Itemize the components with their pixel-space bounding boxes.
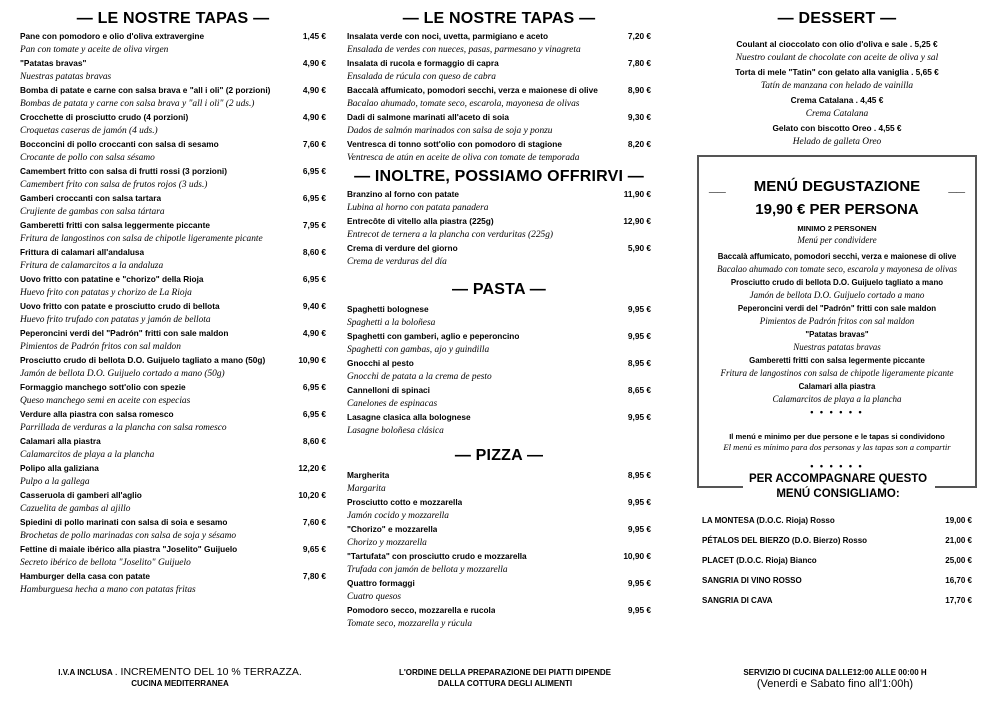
item-price: 9,95 € bbox=[627, 412, 651, 422]
wine-item bbox=[702, 595, 972, 615]
footer-iva bbox=[40, 667, 320, 689]
item-desc: Jamón de bellota D.O. Guijuelo cortado a mano (50g) bbox=[20, 369, 225, 379]
item-price: 1,45 € bbox=[302, 31, 326, 41]
menu-item bbox=[347, 215, 651, 242]
item-price: 4,90 € bbox=[302, 328, 326, 338]
dessert-name: Crema Catalana . 4,45 € bbox=[790, 95, 884, 105]
degustazione-item-desc: Fritura de langostinos con salsa de chipotle ligeramente picante bbox=[720, 368, 954, 378]
item-desc: Calamarcitos de playa a la plancha bbox=[20, 450, 155, 460]
item-name: Spaghetti bolognese bbox=[347, 304, 429, 314]
item-desc: Pulpo a la gallega bbox=[20, 477, 90, 487]
item-name: Calamari alla piastra bbox=[20, 436, 101, 446]
degustazione-item bbox=[699, 277, 975, 303]
item-desc: Bacalao ahumado, tomate seco, escarola, mayonesa de olivas bbox=[347, 99, 580, 109]
item-desc: Chorizo y mozzarella bbox=[347, 538, 427, 548]
menu-degustazione-box bbox=[697, 155, 977, 486]
item-desc: Lasagne boloñesa clásica bbox=[347, 426, 444, 436]
dessert-item bbox=[698, 94, 976, 122]
ordine-line-2: DALLA COTTURA DEGLI ALIMENTI bbox=[437, 679, 573, 688]
item-price: 7,20 € bbox=[627, 31, 651, 41]
degustazione-item-name: "Patatas bravas" bbox=[805, 330, 869, 339]
item-name: Bomba di patate e carne con salsa brava e "all i oli" (2 porzioni) bbox=[20, 85, 271, 95]
item-desc: Ensalada de verdes con nueces, pasas, parmesano y vinagreta bbox=[347, 45, 581, 55]
divider-left bbox=[697, 486, 743, 488]
item-price: 12,90 € bbox=[623, 216, 651, 226]
menu-item bbox=[20, 543, 326, 570]
item-name: Camembert fritto con salsa di frutti rossi (3 porzioni) bbox=[20, 166, 227, 176]
item-name: Insalata di rucola e formaggio di capra bbox=[347, 58, 499, 68]
column-middle bbox=[347, 8, 651, 631]
item-desc: Bombas de patata y carne con salsa brava y "all i oli" (2 uds.) bbox=[20, 99, 255, 109]
item-price: 9,40 € bbox=[302, 301, 326, 311]
item-price: 9,95 € bbox=[627, 524, 651, 534]
degustazione-item-name: Gamberetti fritti con salsa legermente piccante bbox=[749, 356, 925, 365]
item-name: Gamberi croccanti con salsa tartara bbox=[20, 193, 162, 203]
item-desc: Lubina al horno con patata panadera bbox=[347, 203, 489, 213]
divider-right bbox=[935, 486, 977, 488]
section-title-dessert: — DESSERT — bbox=[777, 10, 897, 27]
wine-name: LA MONTESA (D.O.C. Rioja) Rosso bbox=[702, 516, 835, 525]
item-name: Branzino al forno con patate bbox=[347, 189, 460, 199]
degustazione-item bbox=[699, 251, 975, 277]
footer-servizio bbox=[700, 667, 970, 691]
wine-price: 17,70 € bbox=[945, 596, 972, 605]
menu-item bbox=[20, 327, 326, 354]
wine-price: 16,70 € bbox=[945, 576, 972, 585]
item-desc: Cazuelita de gambas al ajillo bbox=[20, 504, 131, 514]
item-name: "Patatas bravas" bbox=[20, 58, 87, 68]
item-price: 7,60 € bbox=[302, 517, 326, 527]
item-desc: Gnocchi de patata a la crema de pesto bbox=[347, 372, 492, 382]
title-dash-left: __ bbox=[709, 177, 726, 195]
item-name: Gamberetti fritti con salsa leggermente piccante bbox=[20, 220, 210, 230]
menu-item bbox=[20, 435, 326, 462]
degustazione-note bbox=[699, 431, 975, 453]
cucina-label: CUCINA MEDITERRANEA bbox=[131, 679, 229, 688]
section-title-tapas: — LE NOSTRE TAPAS — bbox=[76, 10, 270, 27]
degustazione-minimum-desc: Menú per condividere bbox=[797, 235, 877, 245]
item-name: Hamburger della casa con patate bbox=[20, 571, 151, 581]
dessert-item bbox=[698, 66, 976, 94]
item-desc: Ensalada de rúcula con queso de cabra bbox=[347, 72, 496, 82]
wine-item bbox=[702, 575, 972, 595]
item-price: 9,95 € bbox=[627, 331, 651, 341]
menu-item bbox=[20, 381, 326, 408]
degustazione-item-name: Baccalà affumicato, pomodori secchi, verza e maionese di olive bbox=[717, 252, 957, 261]
item-price: 6,95 € bbox=[302, 274, 326, 284]
menu-item bbox=[347, 57, 651, 84]
item-name: "Chorizo" e mozzarella bbox=[347, 524, 438, 534]
item-desc: Ventresca de atún en aceite de oliva con tomate de temporada bbox=[347, 153, 580, 163]
item-name: Spiedini di pollo marinati con salsa di soia e sesamo bbox=[20, 517, 228, 527]
item-name: Crocchette di prosciutto crudo (4 porzioni) bbox=[20, 112, 189, 122]
menu-item bbox=[20, 192, 326, 219]
item-name: Bocconcini di pollo croccanti con salsa di sesamo bbox=[20, 139, 219, 149]
iva-label: I.V.A INCLUSA bbox=[58, 668, 113, 677]
wine-name: PÉTALOS DEL BIERZO (D.O. Bierzo) Rosso bbox=[702, 536, 868, 545]
item-price: 7,80 € bbox=[302, 571, 326, 581]
menu-item bbox=[347, 496, 651, 523]
item-desc: Fritura de calamarcitos a la andaluza bbox=[20, 261, 164, 271]
item-price: 9,95 € bbox=[627, 304, 651, 314]
item-name: Prosciutto cotto e mozzarella bbox=[347, 497, 463, 507]
degustazione-item-name: Prosciutto crudo di bellota D.O. Guijuelo tagliato a mano bbox=[730, 278, 944, 287]
item-price: 11,90 € bbox=[623, 189, 651, 199]
section-title-pasta: — PASTA — bbox=[452, 281, 546, 298]
degustazione-price: 19,90 € PER PERSONA bbox=[755, 201, 919, 218]
dessert-desc: Tatín de manzana con helado de vainilla bbox=[760, 81, 914, 91]
item-price: 8,60 € bbox=[302, 247, 326, 257]
wine-item bbox=[702, 515, 972, 535]
item-name: Verdure alla piastra con salsa romesco bbox=[20, 409, 174, 419]
menu-item bbox=[20, 462, 326, 489]
menu-item bbox=[347, 411, 651, 438]
item-desc: Canelones de espinacas bbox=[347, 399, 438, 409]
wine-price: 21,00 € bbox=[945, 536, 972, 545]
item-name: Cannelloni di spinaci bbox=[347, 385, 430, 395]
menu-item bbox=[20, 111, 326, 138]
menu-item bbox=[347, 384, 651, 411]
item-name: Formaggio manchego sott'olio con spezie bbox=[20, 382, 186, 392]
tapas-list-2 bbox=[347, 30, 651, 165]
item-price: 8,65 € bbox=[627, 385, 651, 395]
section-title-inoltre: — INOLTRE, POSSIAMO OFFRIRVI — bbox=[354, 168, 644, 185]
menu-item bbox=[347, 138, 651, 165]
dessert-list bbox=[698, 38, 976, 150]
item-desc: Trufada con jamón de bellota y mozzarella bbox=[347, 565, 508, 575]
item-price: 10,90 € bbox=[623, 551, 651, 561]
degustazione-item bbox=[699, 303, 975, 329]
item-price: 7,95 € bbox=[302, 220, 326, 230]
dots-separator: • • • • • • bbox=[810, 407, 864, 417]
wine-item bbox=[702, 535, 972, 555]
item-desc: Margarita bbox=[347, 484, 386, 494]
item-name: Baccalà affumicato, pomodori secchi, verza e maionese di olive bbox=[347, 85, 598, 95]
inoltre-list bbox=[347, 188, 651, 269]
menu-item bbox=[20, 57, 326, 84]
item-desc: Hamburguesa hecha a mano con patatas fritas bbox=[20, 585, 196, 595]
item-price: 6,95 € bbox=[302, 382, 326, 392]
item-price: 9,30 € bbox=[627, 112, 651, 122]
item-price: 9,65 € bbox=[302, 544, 326, 554]
degustazione-item-name: Peperoncini verdi del "Padrón" fritti con sale maldon bbox=[737, 304, 937, 313]
column-dessert bbox=[698, 8, 976, 150]
item-price: 4,90 € bbox=[302, 58, 326, 68]
item-price: 9,95 € bbox=[627, 578, 651, 588]
item-desc: Huevo frito con patatas y chorizo de La Rioja bbox=[20, 288, 192, 298]
wine-name: SANGRIA DI VINO ROSSO bbox=[702, 576, 802, 585]
item-name: Prosciutto crudo di bellota D.O. Guijuelo tagliato a mano (50g) bbox=[20, 355, 266, 365]
item-price: 8,95 € bbox=[627, 358, 651, 368]
item-price: 12,20 € bbox=[298, 463, 326, 473]
item-name: Polipo alla galiziana bbox=[20, 463, 99, 473]
degustazione-item bbox=[699, 355, 975, 381]
menu-item bbox=[347, 188, 651, 215]
menu-item bbox=[347, 84, 651, 111]
dessert-name: Gelato con biscotto Oreo . 4,55 € bbox=[772, 123, 902, 133]
item-price: 8,20 € bbox=[627, 139, 651, 149]
item-price: 7,60 € bbox=[302, 139, 326, 149]
menu-item bbox=[347, 469, 651, 496]
note-desc: El menú es mínimo para dos personas y las tapas son a compartir bbox=[723, 442, 951, 452]
tapas-list bbox=[20, 30, 326, 597]
wine-name: SANGRIA DI CAVA bbox=[702, 596, 773, 605]
item-name: Uovo fritto con patatine e "chorizo" della Rioja bbox=[20, 274, 204, 284]
item-name: Insalata verde con noci, uvetta, parmigiano e aceto bbox=[347, 31, 549, 41]
degustazione-item-desc: Pimientos de Padrón fritos con sal maldon bbox=[759, 316, 915, 326]
footer-ordine bbox=[370, 667, 640, 689]
menu-item bbox=[20, 219, 326, 246]
item-name: Ventresca di tonno sott'olio con pomodoro di stagione bbox=[347, 139, 562, 149]
item-name: Casseruola di gamberi all'aglio bbox=[20, 490, 142, 500]
item-name: Frittura di calamari all'andalusa bbox=[20, 247, 145, 257]
note-text: Il menú e minimo per due persone e le tapas si condividono bbox=[729, 432, 945, 441]
item-desc: Crocante de pollo con salsa sésamo bbox=[20, 153, 155, 163]
item-name: Gnocchi al pesto bbox=[347, 358, 414, 368]
degustazione-minimum: MINIMO 2 PERSONEN bbox=[797, 224, 877, 233]
degustazione-title: MENÚ DEGUSTAZIONE bbox=[753, 177, 921, 195]
accompagnare-title: PER ACCOMPAGNARE QUESTO MENÚ CONSIGLIAMO: bbox=[748, 473, 928, 500]
item-price: 6,95 € bbox=[302, 166, 326, 176]
menu-item bbox=[347, 604, 651, 631]
item-desc: Pan con tomate y aceite de oliva virgen bbox=[20, 45, 169, 55]
item-name: Fettine di maiale ibérico alla piastra "Joselito" Guijuelo bbox=[20, 544, 238, 554]
item-name: Entrecôte di vitello alla piastra (225g) bbox=[347, 216, 494, 226]
item-desc: Crujiente de gambas con salsa tártara bbox=[20, 207, 165, 217]
menu-item bbox=[347, 242, 651, 269]
dots-separator-2: • • • • • • bbox=[810, 461, 864, 471]
item-desc: Parrillada de verduras a la plancha con salsa romesco bbox=[20, 423, 227, 433]
item-desc: Dados de salmón marinados con salsa de soja y ponzu bbox=[347, 126, 553, 136]
column-tapas bbox=[20, 8, 326, 597]
item-desc: Entrecot de ternera a la plancha con verduritas (225g) bbox=[347, 230, 554, 240]
item-name: Uovo fritto con patate e prosciutto crudo di bellota bbox=[20, 301, 220, 311]
menu-item bbox=[20, 516, 326, 543]
dessert-item bbox=[698, 122, 976, 150]
item-price: 8,90 € bbox=[627, 85, 651, 95]
item-name: "Tartufata" con prosciutto crudo e mozzarella bbox=[347, 551, 527, 561]
item-desc: Jamón cocido y mozzarella bbox=[347, 511, 449, 521]
item-name: Pane con pomodoro e olio d'oliva extravergine bbox=[20, 31, 205, 41]
menu-item bbox=[347, 330, 651, 357]
menu-item bbox=[20, 30, 326, 57]
item-desc: Spaghetti con gambas, ajo y guindilla bbox=[347, 345, 490, 355]
menu-item bbox=[347, 30, 651, 57]
menu-item bbox=[20, 84, 326, 111]
wine-price: 19,00 € bbox=[945, 516, 972, 525]
item-name: Peperoncini verdi del "Padrón" fritti con sale maldon bbox=[20, 328, 229, 338]
degustazione-title-row bbox=[699, 175, 975, 197]
dessert-desc: Crema Catalana bbox=[805, 109, 869, 119]
menu-item bbox=[20, 354, 326, 381]
item-price: 5,90 € bbox=[627, 243, 651, 253]
wine-price: 25,00 € bbox=[945, 556, 972, 565]
item-price: 4,90 € bbox=[302, 112, 326, 122]
ordine-line-1: L'ORDINE DELLA PREPARAZIONE DEI PIATTI DIPENDE bbox=[399, 668, 611, 677]
menu-item bbox=[347, 523, 651, 550]
item-name: Lasagne clasica alla bolognese bbox=[347, 412, 471, 422]
item-price: 8,95 € bbox=[627, 470, 651, 480]
menu-item bbox=[20, 165, 326, 192]
item-name: Dadi di salmone marinati all'aceto di soia bbox=[347, 112, 509, 122]
pasta-list bbox=[347, 303, 651, 438]
wine-name: PLACET (D.O.C. Rioja) Bianco bbox=[702, 556, 817, 565]
item-desc: Tomate seco, mozzarella y rúcula bbox=[347, 619, 473, 629]
pizza-list bbox=[347, 469, 651, 631]
item-price: 9,95 € bbox=[627, 605, 651, 615]
menu-item bbox=[347, 357, 651, 384]
item-name: Margherita bbox=[347, 470, 390, 480]
menu-item bbox=[20, 408, 326, 435]
menu-item bbox=[347, 303, 651, 330]
item-desc: Crema de verduras del día bbox=[347, 257, 447, 267]
menu-item bbox=[20, 570, 326, 597]
wine-list bbox=[702, 515, 972, 615]
degustazione-item-desc: Nuestras patatas bravas bbox=[793, 342, 881, 352]
item-desc: Nuestras patatas bravas bbox=[20, 72, 112, 82]
degustazione-list bbox=[699, 251, 975, 407]
item-desc: Brochetas de pollo marinadas con salsa de soja y sésamo bbox=[20, 531, 237, 541]
menu-item bbox=[20, 489, 326, 516]
incremento-label: . INCREMENTO DEL 10 % TERRAZZA. bbox=[114, 666, 302, 678]
item-price: 7,80 € bbox=[627, 58, 651, 68]
menu-item bbox=[20, 138, 326, 165]
dessert-name: Torta di mele "Tatin" con gelato alla vaniglia . 5,65 € bbox=[735, 67, 939, 77]
weekend-label: (Venerdi e Sabato fino all'1:00h) bbox=[756, 678, 914, 690]
item-name: Crema di verdure del giorno bbox=[347, 243, 458, 253]
dessert-name: Coulant al cioccolato con olio d'oliva e sale . 5,25 € bbox=[736, 39, 938, 49]
item-name: Quattro formaggi bbox=[347, 578, 415, 588]
degustazione-item bbox=[699, 329, 975, 355]
title-dash-right: __ bbox=[948, 177, 965, 195]
dessert-desc: Nuestro coulant de chocolate con aceite de oliva y sal bbox=[735, 53, 939, 63]
menu-item bbox=[20, 246, 326, 273]
item-desc: Camembert frito con salsa de frutos rojos (3 uds.) bbox=[20, 180, 208, 190]
item-price: 10,90 € bbox=[298, 355, 326, 365]
item-name: Spaghetti con gamberi, aglio e peperoncino bbox=[347, 331, 520, 341]
item-price: 10,20 € bbox=[298, 490, 326, 500]
item-desc: Croquetas caseras de jamón (4 uds.) bbox=[20, 126, 158, 136]
menu-item bbox=[20, 300, 326, 327]
item-price: 6,95 € bbox=[302, 409, 326, 419]
section-title-tapas-2: — LE NOSTRE TAPAS — bbox=[402, 10, 596, 27]
item-name: Pomodoro secco, mozzarella e rucola bbox=[347, 605, 496, 615]
dessert-item bbox=[698, 38, 976, 66]
item-price: 6,95 € bbox=[302, 193, 326, 203]
menu-item bbox=[347, 550, 651, 577]
item-desc: Queso manchego semi en aceite con especias bbox=[20, 396, 191, 406]
item-desc: Huevo frito trufado con patatas y jamón de bellota bbox=[20, 315, 211, 325]
menu-item bbox=[347, 577, 651, 604]
item-price: 9,95 € bbox=[627, 497, 651, 507]
item-desc: Secreto ibérico de bellota "Joselito" Guijuelo bbox=[20, 558, 191, 568]
menu-item bbox=[347, 111, 651, 138]
menu-item bbox=[20, 273, 326, 300]
item-desc: Pimientos de Padrón fritos con sal maldon bbox=[20, 342, 181, 352]
item-price: 8,60 € bbox=[302, 436, 326, 446]
degustazione-item-desc: Bacalao ahumado con tomate seco, escarola y mayonesa de olivas bbox=[716, 264, 958, 274]
dessert-desc: Helado de galleta Oreo bbox=[792, 137, 882, 147]
wine-item bbox=[702, 555, 972, 575]
item-desc: Fritura de langostinos con salsa de chipotle ligeramente picante bbox=[20, 234, 263, 244]
degustazione-item-desc: Calamarcitos de playa a la plancha bbox=[772, 394, 902, 404]
section-title-pizza: — PIZZA — bbox=[454, 447, 544, 464]
degustazione-item-name: Calamari alla piastra bbox=[798, 382, 876, 391]
item-price: 4,90 € bbox=[302, 85, 326, 95]
degustazione-item bbox=[699, 381, 975, 407]
item-desc: Spaghetti a la boloñesa bbox=[347, 318, 436, 328]
servizio-label: SERVIZIO DI CUCINA DALLE12:00 ALLE 00:00 H bbox=[743, 668, 927, 677]
degustazione-item-desc: Jamón de bellota D.O. Guijuelo cortado a mano bbox=[749, 290, 925, 300]
item-desc: Cuatro quesos bbox=[347, 592, 402, 602]
